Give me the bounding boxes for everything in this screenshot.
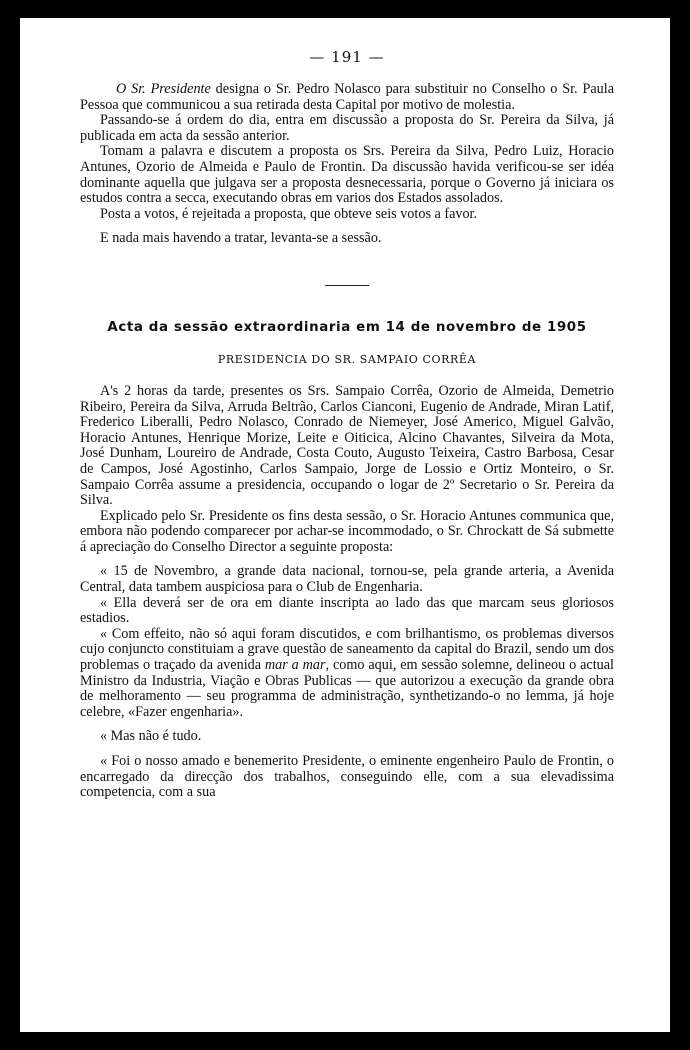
quote-paragraph: « Mas não é tudo. [100,728,202,745]
quote-text: « Com effeito, não só aqui foram discutidos, e com brilhantismo, os problemas diversos cujo conjuncto constituiam a grave questão de saneamento da capital do Brazil, sendo um dos problemas o traçado da avenida [80,625,614,674]
quote-paragraph: « 15 de Novembro, a grande data nacional, tornou-se, pela grande arteria, a Avenida Central, data tambem auspiciosa para o Club de Engenharia. [80,563,614,596]
session-title: Acta da sessão extraordinaria em 14 de novembro de 1905 [107,319,587,335]
paragraph-text: designa o Sr. Pedro Nolasco para substituir no Conselho o Sr. Paula Pessoa que communicou a sua retirada desta Capital por motivo de molestia. [80,81,614,113]
paragraph-closing: E nada mais havendo a tratar, levanta-se a sessão. [100,230,382,247]
paragraph-vote: Posta a votos, é rejeitada a proposta, que obteve seis votos a favor. [100,205,478,222]
document-page [20,18,670,1032]
quote-paragraph: « Ella deverá ser de ora em diante inscripta ao lado das que marcam seus gloriosos estadios. [80,594,614,627]
quote-italic: mar a mar [264,657,326,674]
paragraph-proposal-intro: Explicado pelo Sr. Presidente os fins desta sessão, o Sr. Horacio Antunes communica que, embora não podendo comparecer por achar-se incommodado, o Sr. Chrockatt de Sá submette á apreciação do Conselho Director a seguinte proposta: [80,507,614,555]
paragraph-designation [80,82,614,113]
paragraph-order-of-day: Passando-se á ordem do dia, entra em discussão a proposta do Sr. Pereira da Silva, já publicada em acta da sessão anterior. [80,112,614,144]
speaker-label: O Sr. Presidente [116,81,211,97]
presidency-line: PRESIDENCIA DO SR. SAMPAIO CORRÊA [217,352,477,366]
paragraph-discussion: Tomam a palavra e discutem a proposta os Srs. Pereira da Silva, Pedro Luiz, Horacio Antunes, Ozorio de Almeida e Paulo de Frontin. Da discussão havida verificou-se ser idéa dominante aquella que julgava ser a proposta desnecessaria, porque o Governo já iniciara os estudos contra a secca, executando obras em varios dos Estados assolados. [80,143,614,207]
proposal-quote [80,564,614,800]
quote-paragraph: « Foi o nosso amado e benemerito Presidente, o eminente engenheiro Paulo de Frontin, o encarregado da direcção dos trabalhos, conseguindo elle, com a sua elevadissima competencia, com a sua [80,753,614,801]
paragraph-attendance: A's 2 horas da tarde, presentes os Srs. Sampaio Corrêa, Ozorio de Almeida, Demetrio Ribeiro, Pereira da Silva, Arruda Beltrão, Carlos Cianconi, Eugenio de Andrade, Miran Latif, Frederico Liberalli, Pedro Nolasco, Conrado de Niemeyer, José Americo, Miguel Galvão, Horacio Antunes, Henrique Morize, Leite e Oiticica, Alcino Chavantes, Silveira da Mota, José Dunham, Loureiro de Andrade, Costa Couto, Augusto Teixeira, Castro Barbosa, Cesar de Campos, José Agostinho, Carlos Sampaio, Jorge de Lossio e Ortiz Monteiro, o Sr. Sampaio Corrêa assume a presidencia, occupando o logar de 2º Secretario o Sr. Pereira da Silva. [80,382,614,509]
quote-paragraph [80,627,614,721]
quote-text: , como aqui, em sessão solemne, delineou o actual Ministro da Industria, Viação e Obras Publicas — que autorizou a execução da grande obra de melhoramento — seu programma de administração, synthetizando-o no lemma, já hoje celebre, «Fazer engenharia». [80,657,614,720]
section-divider [325,285,369,286]
page-number: — 191 — [309,48,385,66]
